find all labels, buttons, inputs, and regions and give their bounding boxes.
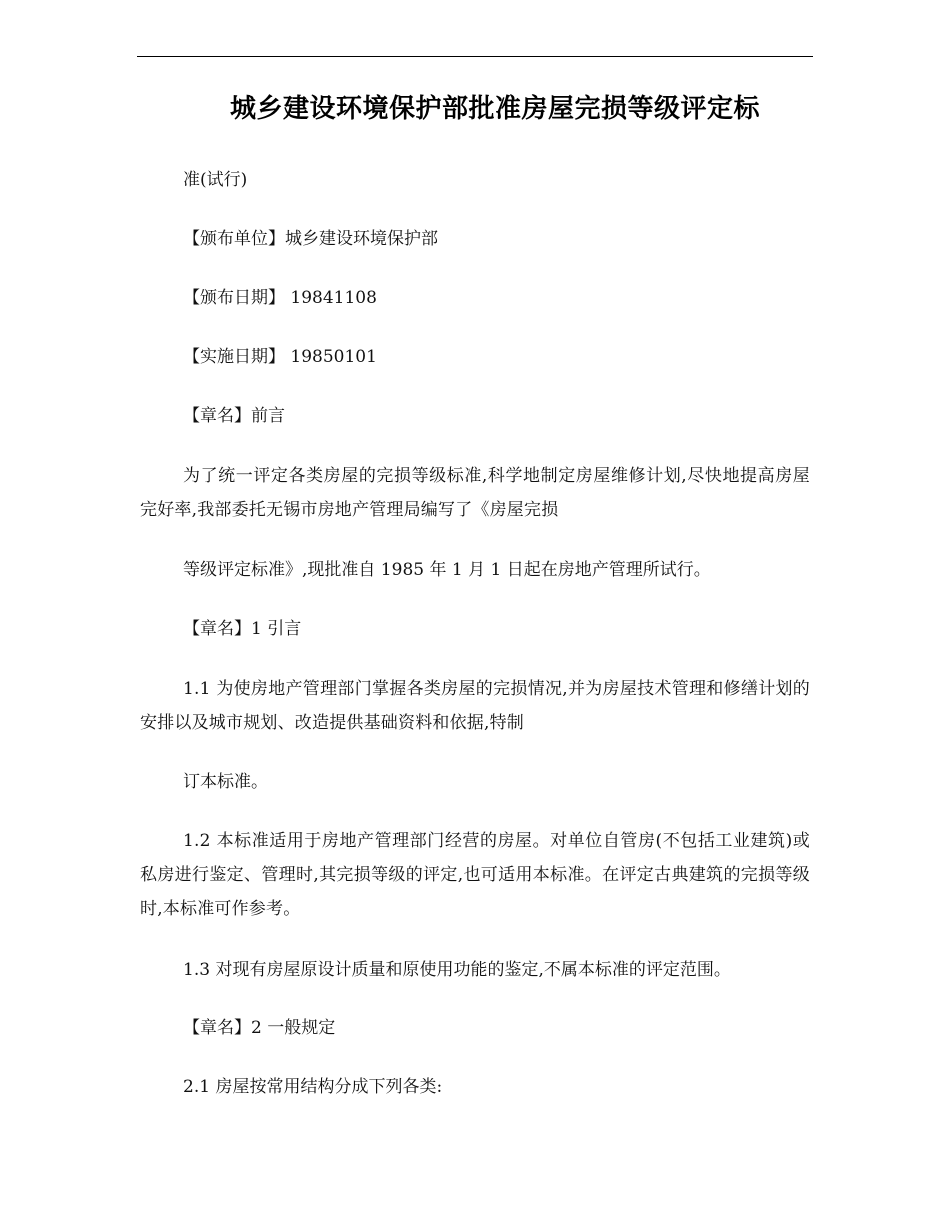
issue-date: 【颁布日期】 19841108	[183, 288, 377, 308]
clause-1-1: 1.1 为使房地产管理部门掌握各类房屋的完损情况,并为房屋技术管理和修缮计划的安排以及城市规划、改造提供基础资料和依据,特制	[140, 679, 810, 733]
clause-1-2: 1.2 本标准适用于房地产管理部门经营的房屋。对单位自管房(不包括工业建筑)或私房进行鉴定、管理时,其完损等级的评定,也可适用本标准。在评定古典建筑的完损等级时,本标准可作参考。	[140, 831, 810, 919]
preface-paragraph: 为了统一评定各类房屋的完损等级标准,科学地制定房屋维修计划,尽快地提高房屋完好率,我部委托无锡市房地产管理局编写了《房屋完损	[140, 466, 810, 520]
issuing-authority: 【颁布单位】城乡建设环境保护部	[183, 229, 438, 249]
chapter-heading-2: 【章名】2 一般规定	[183, 1018, 336, 1038]
header-rule	[137, 56, 813, 57]
title-continuation: 准(试行)	[183, 170, 248, 190]
document-title: 城乡建设环境保护部批准房屋完损等级评定标	[229, 94, 760, 124]
clause-2-1: 2.1 房屋按常用结构分成下列各类:	[183, 1077, 443, 1097]
chapter-heading-preface: 【章名】前言	[183, 406, 285, 426]
clause-1-1-continuation: 订本标准。	[183, 772, 268, 792]
chapter-heading-1: 【章名】1 引言	[183, 619, 302, 639]
preface-continuation: 等级评定标准》,现批准自 1985 年 1 月 1 日起在房地产管理所试行。	[183, 560, 711, 580]
clause-1-3: 1.3 对现有房屋原设计质量和原使用功能的鉴定,不属本标准的评定范围。	[183, 960, 731, 980]
effective-date: 【实施日期】 19850101	[183, 347, 377, 367]
